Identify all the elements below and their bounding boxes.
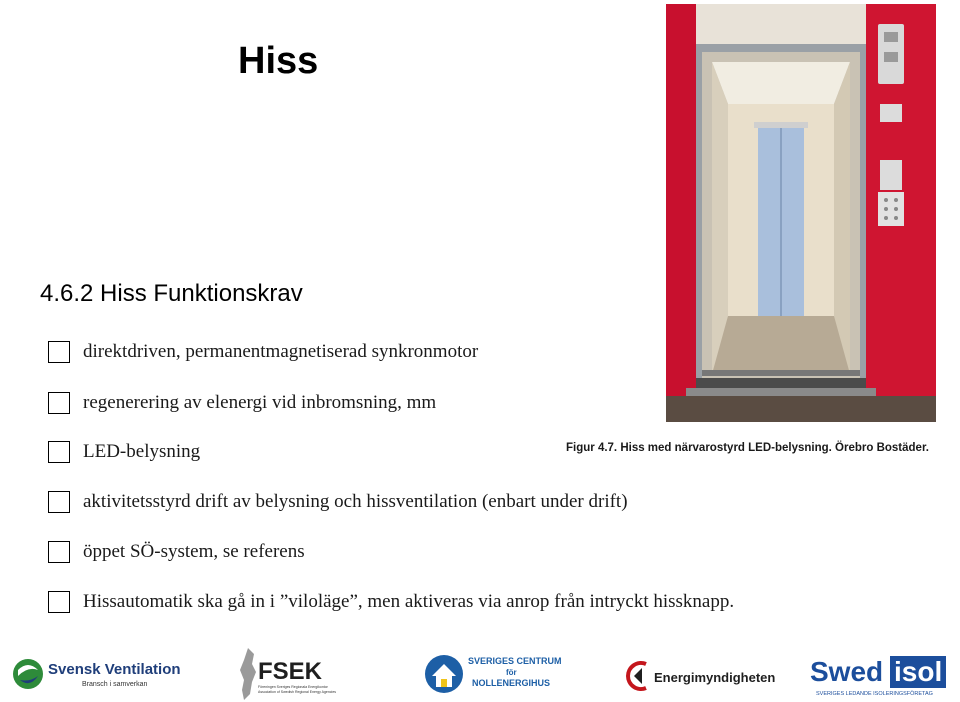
list-item-label: öppet SÖ-system, se referens [83,541,305,562]
fsek-line2: Association of Swedish Regional Energy Agencies [258,690,337,694]
swedisol-name-b: isol [890,656,946,688]
svensk-ventilation-logo [8,646,181,702]
list-item [48,541,305,563]
list-item-label: Hissautomatik ska gå in i ”viloläge”, men aktiveras via anrop från intryckt hissknapp. [83,591,735,612]
fsek-name: FSEK [258,658,323,685]
sveriges-centrum-logo [424,646,560,702]
list-item-label: LED-belysning [83,441,201,462]
logo-strip [0,646,960,702]
list-item-label: direktdriven, permanentmagnetiserad synkronmotor [83,341,479,362]
checkbox-icon [48,541,70,563]
checkbox-icon [48,392,70,414]
nollenergihus-house-icon [424,654,464,694]
swedisol-logo [808,646,956,702]
list-item-label: aktivitetsstyrd drift av belysning och hissventilation (enbart under drift) [83,491,628,512]
sweden-map-icon [236,646,260,702]
energimyndigheten-name: Energimyndigheten [654,670,776,685]
list-item [48,441,200,463]
fsek-logo [236,646,336,702]
elevator-photo [666,4,936,422]
energimyndigheten-mark-icon [622,658,652,694]
fsek-line1: Föreningen Sveriges Regionala Energikontor [258,685,328,689]
elevator-photo-illustration [666,4,936,422]
list-item [48,491,628,513]
sveriges-centrum-line3: NOLLENERGIHUS [472,678,551,688]
sveriges-centrum-line2: för [506,668,517,677]
list-item [48,341,478,363]
checkbox-icon [48,441,70,463]
swedisol-tagline: SVERIGES LEDANDE ISOLERINGSFÖRETAG [816,691,933,697]
slide-title: Hiss [238,40,319,82]
list-item-label: regenerering av elenergi vid inbromsning, mm [83,392,437,413]
checkbox-icon [48,491,70,513]
list-item [48,591,734,613]
svensk-ventilation-tagline: Bransch i samverkan [82,681,148,688]
checkbox-icon [48,591,70,613]
energimyndigheten-logo [622,646,776,702]
section-heading: 4.6.2 Hiss Funktionskrav [40,280,303,307]
sveriges-centrum-line1: SVERIGES CENTRUM [468,656,562,666]
svensk-ventilation-name: Svensk Ventilation [48,661,181,678]
swedisol-name-a: Swed [810,656,884,687]
list-item [48,392,436,414]
figure-caption: Figur 4.7. Hiss med närvarostyrd LED-belysning. Örebro Bostäder. [566,442,929,454]
checkbox-icon [48,341,70,363]
